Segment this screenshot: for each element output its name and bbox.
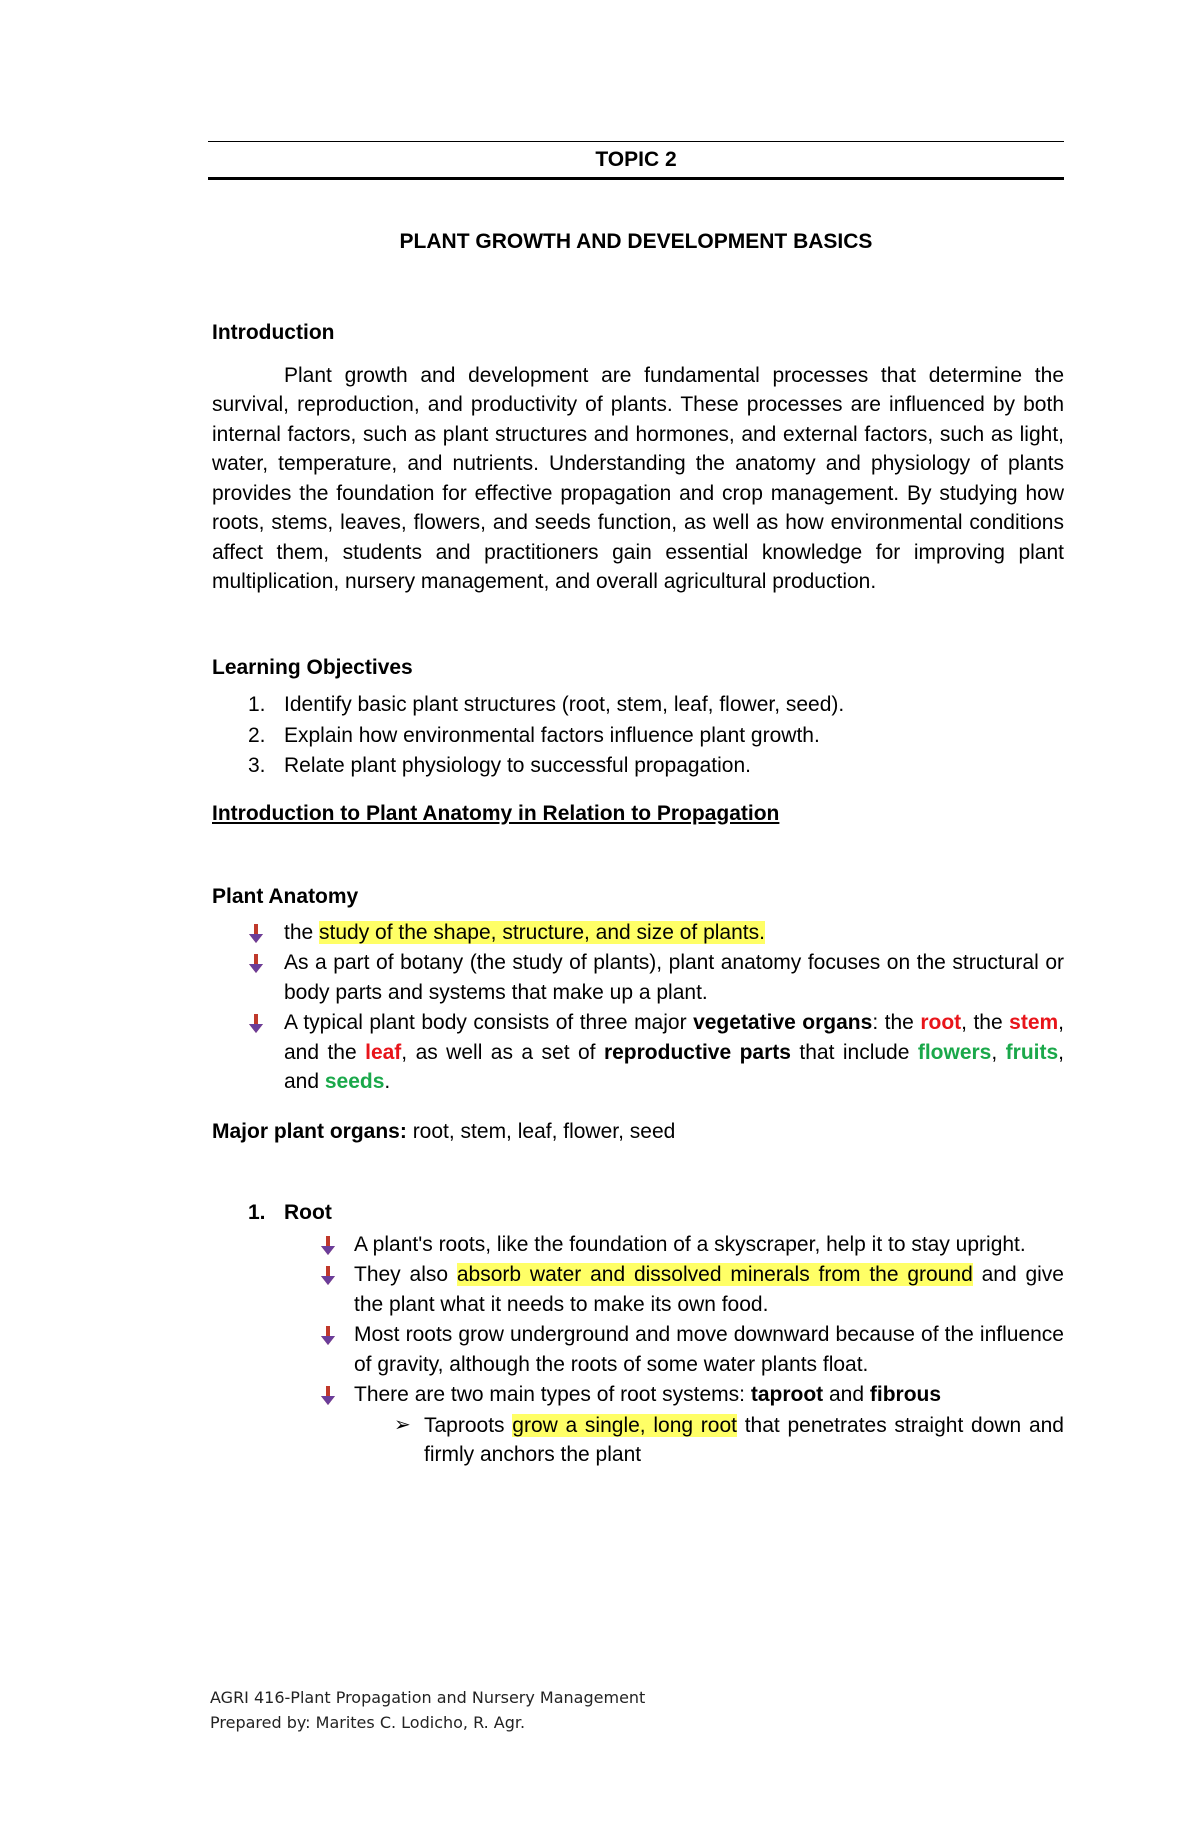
down-arrow-icon [318, 1235, 338, 1257]
anatomy-relation-heading: Introduction to Plant Anatomy in Relation to Propagation [212, 801, 780, 825]
list-item-text: Explain how environmental factors influence plant growth. [284, 723, 820, 747]
list-item-text: and give the plant what it needs to make its own food. [354, 1263, 1064, 1316]
list-item-text: , [991, 1040, 1006, 1064]
major-organs-line [212, 1117, 1064, 1147]
term-root: root [920, 1011, 962, 1034]
footer-author: Prepared by: Marites C. Lodicho, R. Agr. [210, 1713, 526, 1732]
list-number: 3. [248, 754, 266, 777]
page-footer [210, 1685, 645, 1735]
list-item [212, 721, 1064, 751]
plant-anatomy-list [212, 918, 1064, 1097]
list-item-text: , and [284, 1040, 1064, 1093]
list-item [212, 918, 1064, 948]
highlighted-text: study of the shape, structure, and size of plants. [319, 920, 765, 944]
list-item-text: Relate plant physiology to successful propagation. [284, 754, 751, 777]
highlighted-text: grow a single, long root [512, 1413, 737, 1437]
topic-label: TOPIC 2 [595, 148, 677, 171]
list-item-text: , as well as a set of [401, 1040, 604, 1064]
list-item-text: : the [872, 1011, 921, 1034]
down-arrow-icon [246, 923, 266, 945]
list-item-text: . [384, 1070, 391, 1093]
root-title: Root [284, 1201, 332, 1224]
sub-list-item [212, 1411, 1064, 1470]
down-arrow-icon [246, 953, 266, 975]
bold-term: vegetative organs [693, 1011, 873, 1034]
introduction-heading: Introduction [212, 321, 335, 344]
down-arrow-icon [246, 1013, 266, 1035]
bold-term: taproot [750, 1383, 824, 1406]
list-item [212, 1260, 1064, 1319]
introduction-paragraph: Plant growth and development are fundamental processes that determine the survival, reproduction, and productivity of plants. These processes are influenced by both internal factors, such as plant structures and hormones, and external factors, such as light, water, temperature, and nutrients. Understanding the anatomy and physiology of plants provides the foundation for effective propagation and crop management. By studying how roots, stems, leaves, flowers, and seeds function, as well as how environmental conditions affect them, students and practitioners gain essential knowledge for improving plant multiplication, nursery management, and overall agricultural production. [212, 363, 1064, 593]
learning-objectives-list [212, 690, 1064, 781]
list-item-text: , and the [284, 1011, 1065, 1064]
list-number: 1. [248, 1201, 266, 1224]
major-organs-label: Major plant organs: [212, 1119, 407, 1143]
down-arrow-icon [318, 1385, 338, 1407]
list-item-text: They also [354, 1263, 457, 1286]
list-item [212, 751, 1064, 781]
chevron-right-icon: ➢ [394, 1413, 411, 1436]
major-organs-text: root, stem, leaf, flower, seed [406, 1119, 676, 1143]
highlighted-text: absorb water and dissolved minerals from the ground [456, 1263, 973, 1286]
list-item-text: A plant's roots, like the foundation of a skyscraper, help it to stay upright. [354, 1232, 1026, 1256]
list-item [212, 1230, 1064, 1260]
header-rule-top [208, 141, 1064, 142]
learning-objectives-heading: Learning Objectives [212, 655, 413, 679]
list-item-text: Taproots [424, 1413, 513, 1437]
term-fruits: fruits [1005, 1040, 1059, 1064]
term-leaf: leaf [365, 1040, 402, 1064]
list-item-text: that include [790, 1040, 918, 1064]
root-list [212, 1230, 1064, 1410]
bold-term: fibrous [869, 1383, 942, 1406]
list-item [212, 948, 1064, 1007]
list-item-text: Identify basic plant structures (root, stem, leaf, flower, seed). [284, 693, 845, 716]
list-item-text: the [284, 920, 320, 944]
header-rule-bottom [208, 177, 1064, 180]
list-item [212, 690, 1064, 720]
plant-anatomy-heading: Plant Anatomy [212, 885, 359, 908]
page-title: PLANT GROWTH AND DEVELOPMENT BASICS [399, 230, 873, 253]
down-arrow-icon [318, 1325, 338, 1347]
list-item [212, 1380, 1064, 1410]
root-heading [212, 1198, 1064, 1228]
list-number: 2. [248, 723, 266, 747]
list-item [212, 1008, 1064, 1097]
list-item [212, 1320, 1064, 1379]
list-item-text: A typical plant body consists of three major [284, 1011, 694, 1034]
list-item-text: that penetrates straight down and firmly anchors the plant [424, 1413, 1064, 1466]
down-arrow-icon [318, 1265, 338, 1287]
list-item-text: As a part of botany (the study of plants), plant anatomy focuses on the structural or body parts and systems that make up a plant. [284, 951, 1064, 1004]
term-seeds: seeds [324, 1070, 385, 1093]
footer-course: AGRI 416-Plant Propagation and Nursery Management [210, 1688, 646, 1707]
list-item-text: , the [961, 1011, 1010, 1034]
list-item-text: There are two main types of root systems: [354, 1383, 751, 1406]
content-body [212, 318, 1064, 1470]
term-flowers: flowers [917, 1040, 992, 1064]
list-item-text: and [823, 1383, 870, 1406]
list-number: 1. [248, 693, 266, 716]
term-stem: stem [1009, 1011, 1059, 1034]
root-section [212, 1198, 1064, 1470]
bold-term: reproductive parts [603, 1040, 791, 1064]
list-item-text: Most roots grow underground and move downward because of the influence of gravity, although the roots of some water plants float. [354, 1323, 1064, 1376]
